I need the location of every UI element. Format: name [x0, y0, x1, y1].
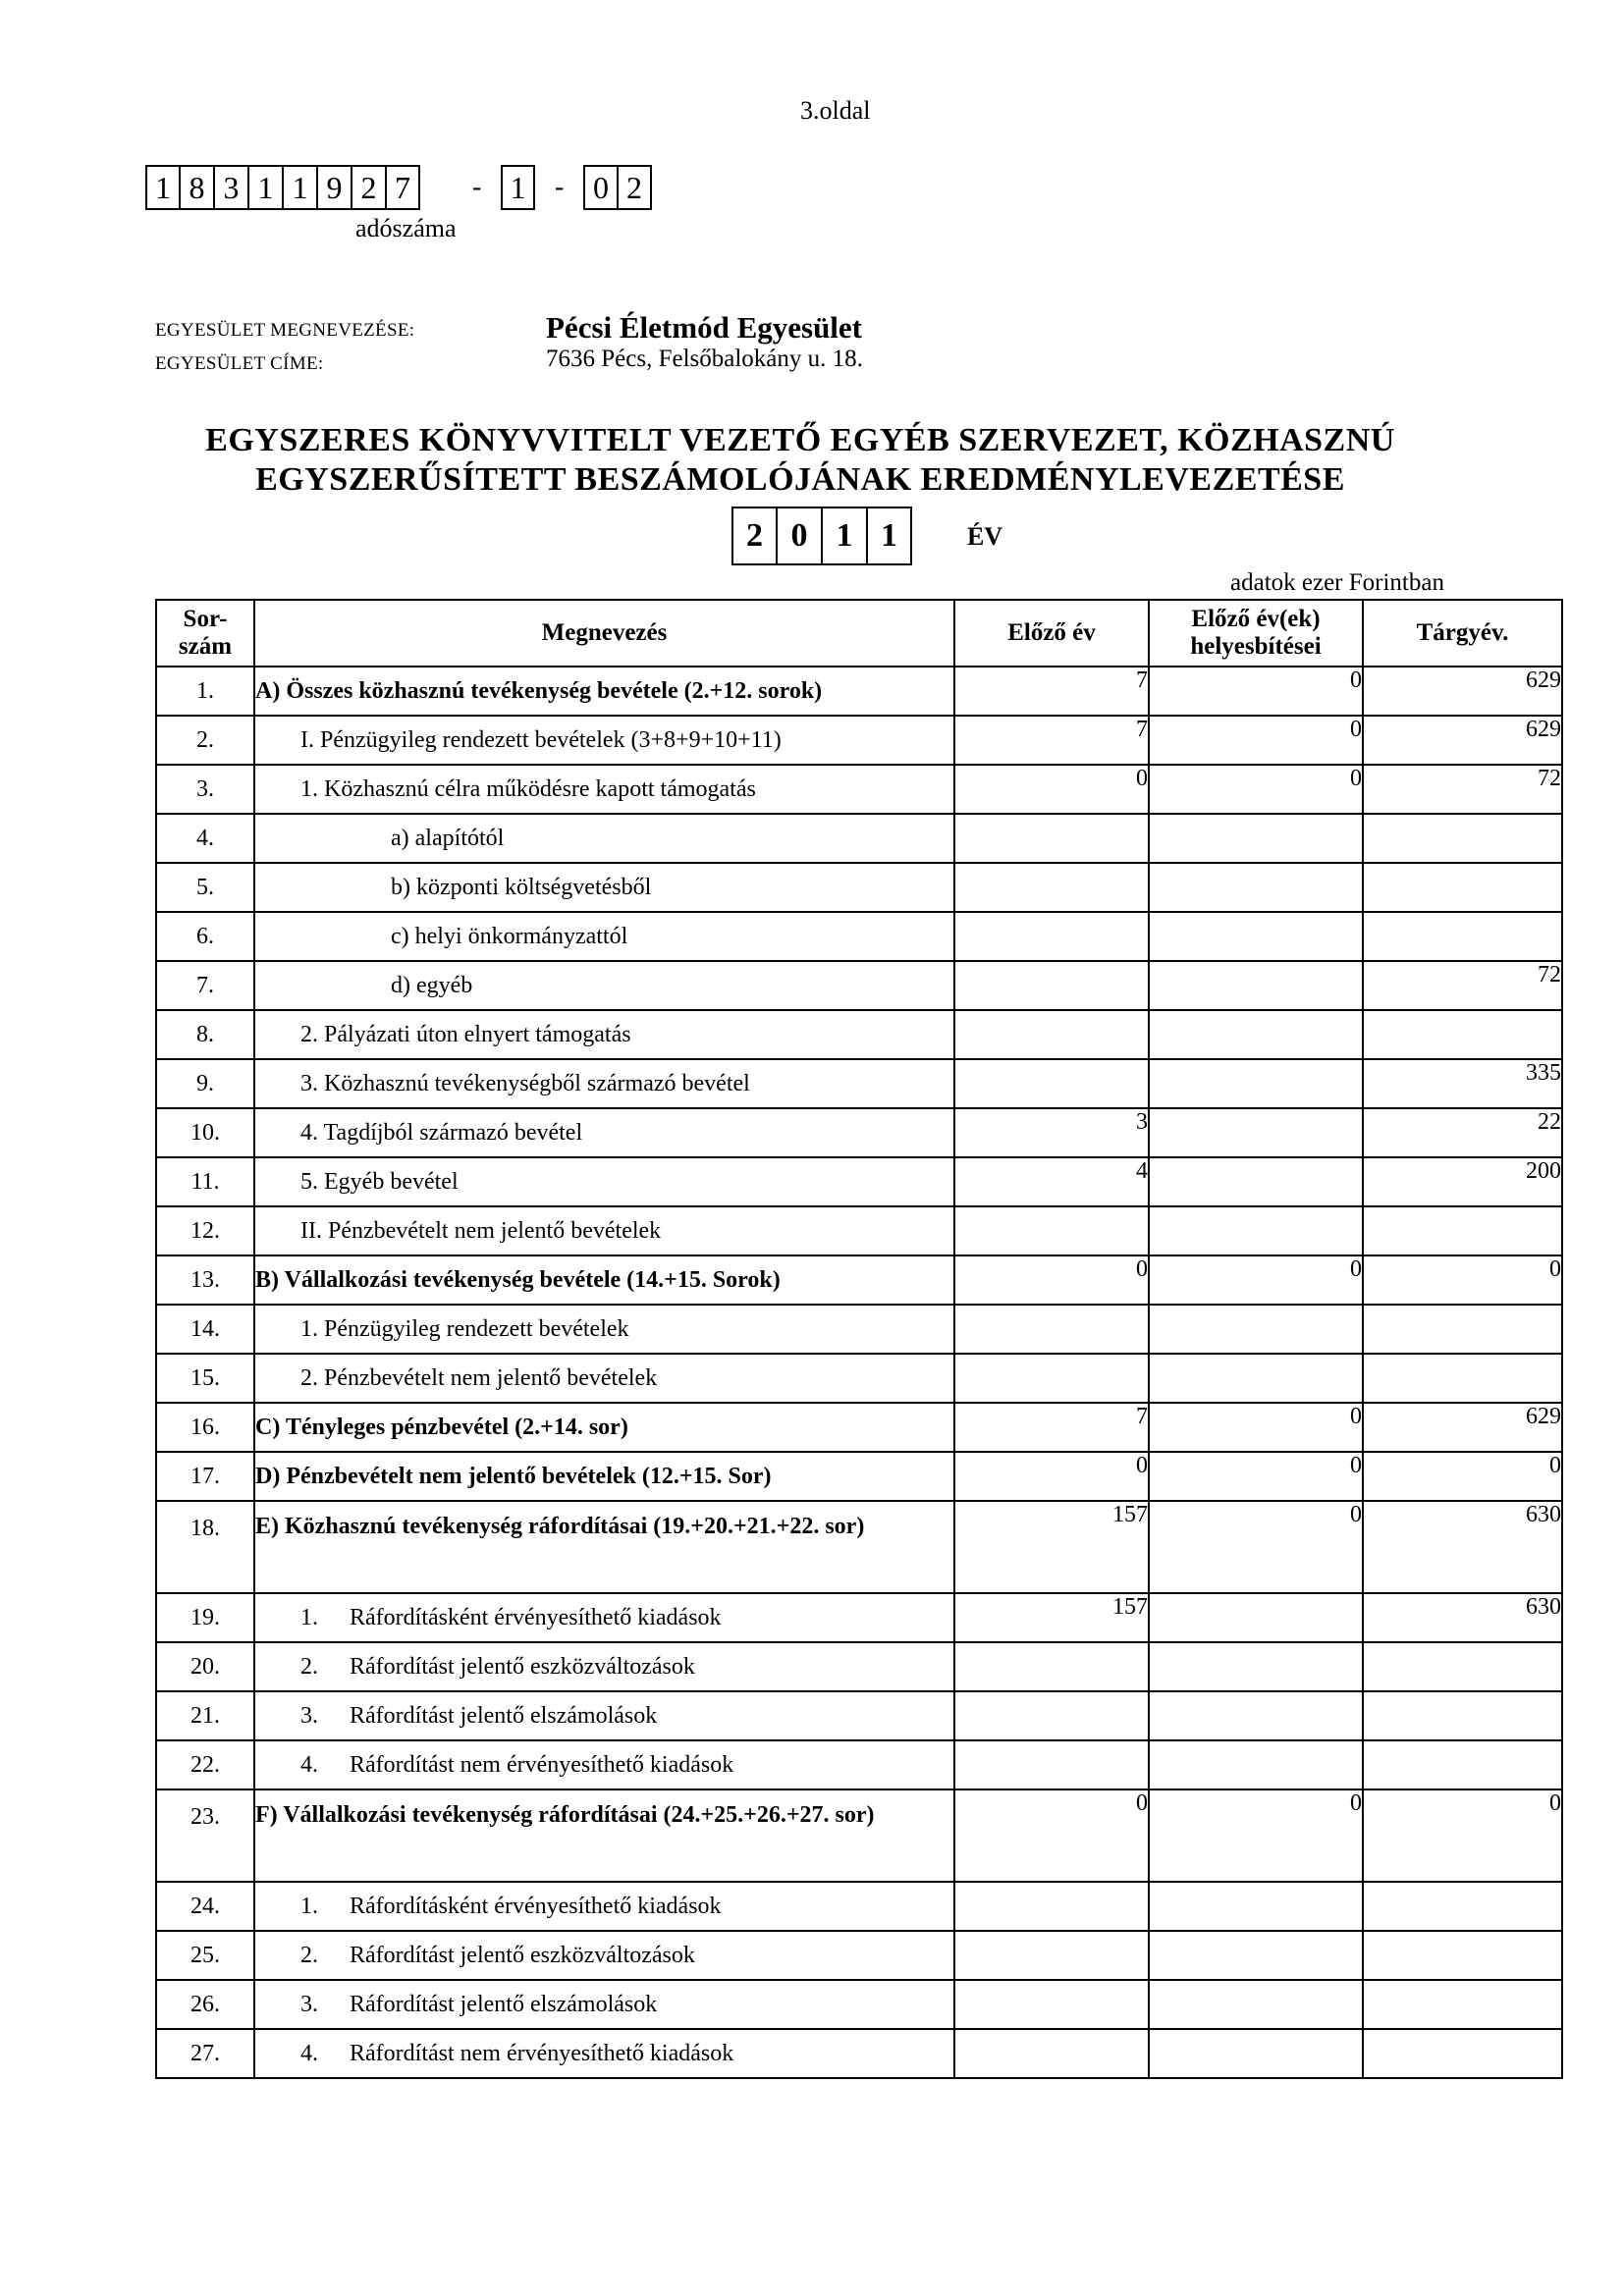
row-label-text: Ráfordítást jelentő eszközváltozások	[350, 1654, 695, 1680]
row-label-text: 1. Közhasznú célra működésre kapott támogatás	[300, 776, 756, 802]
row-item-number: 4.	[300, 1752, 318, 1778]
row-number: 24.	[156, 1882, 254, 1931]
row-item-number: 1.	[300, 1894, 318, 1919]
digit-box: 7	[386, 165, 420, 210]
table-row	[156, 814, 1562, 863]
row-label	[254, 1206, 954, 1255]
row-label-text: Ráfordítást jelentő elszámolások	[350, 1703, 658, 1729]
row-item-number: 2.	[300, 1943, 318, 1968]
row-number: 2.	[156, 716, 254, 765]
header-helyesbites	[1149, 600, 1363, 667]
header-helyesbites-line-1: Előző év(ek)	[1191, 606, 1321, 632]
correction-value	[1149, 1691, 1363, 1740]
row-label	[254, 1882, 954, 1931]
row-number: 5.	[156, 863, 254, 912]
table-row	[156, 1452, 1562, 1501]
row-label-text: 3. Közhasznú tevékenységből származó bevétel	[300, 1071, 750, 1096]
correction-value	[1149, 2029, 1363, 2078]
previous-year-value: 0	[954, 765, 1149, 814]
correction-value	[1149, 814, 1363, 863]
current-year-value: 629	[1363, 1403, 1562, 1452]
correction-value	[1149, 961, 1363, 1010]
tax-number-separator: -	[555, 172, 565, 202]
table-row	[156, 1206, 1562, 1255]
correction-value	[1149, 1931, 1363, 1980]
table-row	[156, 1931, 1562, 1980]
correction-value	[1149, 1980, 1363, 2029]
digit-box: 2	[731, 507, 777, 565]
correction-value	[1149, 1059, 1363, 1108]
current-year-value	[1363, 1740, 1562, 1789]
row-number: 15.	[156, 1354, 254, 1403]
digit-box: 1	[248, 165, 283, 210]
previous-year-value: 0	[954, 1255, 1149, 1305]
row-number: 11.	[156, 1157, 254, 1206]
row-label	[254, 1980, 954, 2029]
row-label	[254, 863, 954, 912]
row-label	[254, 1157, 954, 1206]
correction-value: 0	[1149, 1789, 1363, 1882]
correction-value: 0	[1149, 716, 1363, 765]
correction-value	[1149, 1740, 1363, 1789]
current-year-value	[1363, 1931, 1562, 1980]
row-number: 8.	[156, 1010, 254, 1059]
row-number: 25.	[156, 1931, 254, 1980]
digit-box: 1	[501, 165, 535, 210]
row-number: 16.	[156, 1403, 254, 1452]
table-row	[156, 912, 1562, 961]
row-label	[254, 1642, 954, 1691]
current-year-value	[1363, 1882, 1562, 1931]
row-label-text: 5. Egyéb bevétel	[300, 1169, 459, 1195]
income-statement-table	[155, 599, 1563, 2079]
current-year-value	[1363, 1010, 1562, 1059]
row-label-text: Ráfordítást nem érvényesíthető kiadások	[350, 1752, 734, 1778]
table-row	[156, 1059, 1562, 1108]
row-label	[254, 1059, 954, 1108]
unit-note: adatok ezer Forintban	[1230, 569, 1444, 596]
tax-number-group-3	[583, 165, 652, 212]
table-row	[156, 1501, 1562, 1593]
current-year-value: 72	[1363, 961, 1562, 1010]
current-year-value	[1363, 912, 1562, 961]
current-year-value: 335	[1363, 1059, 1562, 1108]
row-number: 21.	[156, 1691, 254, 1740]
digit-box: 1	[867, 507, 912, 565]
row-number: 4.	[156, 814, 254, 863]
header-megnevezes: Megnevezés	[254, 600, 954, 667]
previous-year-value	[954, 1882, 1149, 1931]
row-number: 27.	[156, 2029, 254, 2078]
row-label	[254, 1789, 954, 1882]
row-number: 3.	[156, 765, 254, 814]
header-sorszam	[156, 600, 254, 667]
table-row	[156, 1108, 1562, 1157]
row-number: 13.	[156, 1255, 254, 1305]
previous-year-value	[954, 863, 1149, 912]
row-number: 10.	[156, 1108, 254, 1157]
row-label	[254, 1931, 954, 1980]
table-header-row	[156, 600, 1562, 667]
table-row	[156, 1980, 1562, 2029]
previous-year-value: 157	[954, 1593, 1149, 1642]
row-number: 19.	[156, 1593, 254, 1642]
row-label-text: c) helyi önkormányzattól	[391, 924, 628, 949]
current-year-value	[1363, 1642, 1562, 1691]
row-item-number: 2.	[300, 1654, 318, 1680]
row-label-text: C) Tényleges pénzbevétel (2.+14. sor)	[255, 1415, 628, 1440]
row-label-text: a) alapítótól	[391, 826, 505, 851]
row-label-text: I. Pénzügyileg rendezett bevételek (3+8+9+10+11)	[300, 727, 782, 753]
table-row	[156, 1691, 1562, 1740]
table-row	[156, 961, 1562, 1010]
row-label-text: Ráfordításként érvényesíthető kiadások	[350, 1605, 722, 1630]
current-year-value: 0	[1363, 1452, 1562, 1501]
correction-value	[1149, 1642, 1363, 1691]
row-label-text: D) Pénzbevételt nem jelentő bevételek (12.+15. Sor)	[255, 1464, 772, 1489]
row-number: 6.	[156, 912, 254, 961]
digit-box: 1	[822, 507, 867, 565]
current-year-value	[1363, 814, 1562, 863]
table-row	[156, 765, 1562, 814]
row-label	[254, 1305, 954, 1354]
digit-box: 8	[180, 165, 214, 210]
row-number: 22.	[156, 1740, 254, 1789]
org-address: 7636 Pécs, Felsőbalokány u. 18.	[546, 346, 863, 372]
previous-year-value	[954, 961, 1149, 1010]
previous-year-value: 7	[954, 1403, 1149, 1452]
table-row	[156, 716, 1562, 765]
row-label	[254, 1740, 954, 1789]
row-label	[254, 1501, 954, 1593]
table-row	[156, 1642, 1562, 1691]
year-label: ÉV	[967, 522, 1003, 551]
row-label-text: E) Közhasznú tevékenység ráfordításai (19.+20.+21.+22. sor)	[255, 1514, 865, 1539]
previous-year-value	[954, 814, 1149, 863]
current-year-value	[1363, 1980, 1562, 2029]
row-number: 26.	[156, 1980, 254, 2029]
current-year-value: 629	[1363, 667, 1562, 716]
tax-number-group-1	[145, 165, 420, 212]
correction-value	[1149, 1354, 1363, 1403]
row-item-number: 3.	[300, 1992, 318, 2017]
previous-year-value: 0	[954, 1789, 1149, 1882]
correction-value	[1149, 1593, 1363, 1642]
row-label-text: 2. Pénzbevételt nem jelentő bevételek	[300, 1365, 658, 1391]
correction-value	[1149, 912, 1363, 961]
current-year-value	[1363, 1305, 1562, 1354]
previous-year-value: 7	[954, 667, 1149, 716]
row-label-text: 1. Pénzügyileg rendezett bevételek	[300, 1316, 629, 1342]
row-item-number: 1.	[300, 1605, 318, 1630]
header-sorszam-line-2: szám	[178, 633, 233, 660]
correction-value: 0	[1149, 1452, 1363, 1501]
report-title-line-1: EGYSZERES KÖNYVVITELT VEZETŐ EGYÉB SZERVEZET, KÖZHASZNÚ	[205, 422, 1395, 458]
row-label	[254, 1403, 954, 1452]
row-label-text: Ráfordítást nem érvényesíthető kiadások	[350, 2041, 734, 2066]
previous-year-value	[954, 1206, 1149, 1255]
previous-year-value	[954, 1931, 1149, 1980]
row-label-text: d) egyéb	[391, 973, 473, 998]
row-label-text: b) központi költségvetésből	[391, 875, 652, 900]
row-label-text: 4. Tagdíjból származó bevétel	[300, 1120, 583, 1146]
digit-box: 0	[583, 165, 618, 210]
digit-box: 2	[352, 165, 386, 210]
table-row	[156, 1789, 1562, 1882]
correction-value: 0	[1149, 1255, 1363, 1305]
digit-box: 9	[317, 165, 352, 210]
org-name: Pécsi Életmód Egyesület	[546, 310, 863, 345]
current-year-value	[1363, 2029, 1562, 2078]
previous-year-value: 3	[954, 1108, 1149, 1157]
table-row	[156, 1255, 1562, 1305]
row-label	[254, 1593, 954, 1642]
row-number: 9.	[156, 1059, 254, 1108]
previous-year-value	[954, 1642, 1149, 1691]
row-label	[254, 1108, 954, 1157]
previous-year-value	[954, 1980, 1149, 2029]
header-elozo-ev: Előző év	[954, 600, 1149, 667]
org-name-label: EGYESÜLET MEGNEVEZÉSE:	[155, 320, 415, 341]
row-number: 12.	[156, 1206, 254, 1255]
previous-year-value: 0	[954, 1452, 1149, 1501]
row-label-text: II. Pénzbevételt nem jelentő bevételek	[300, 1218, 662, 1244]
row-label-text: Ráfordítást jelentő eszközváltozások	[350, 1943, 695, 1968]
previous-year-value	[954, 1691, 1149, 1740]
row-label-text: Ráfordítást jelentő elszámolások	[350, 1992, 658, 2017]
table-row	[156, 1403, 1562, 1452]
current-year-value: 200	[1363, 1157, 1562, 1206]
current-year-value: 630	[1363, 1593, 1562, 1642]
tax-number-group-2	[501, 165, 535, 212]
row-label	[254, 1010, 954, 1059]
table-row	[156, 1354, 1562, 1403]
header-helyesbites-line-2: helyesbítései	[1190, 633, 1322, 660]
current-year-value	[1363, 863, 1562, 912]
correction-value	[1149, 1010, 1363, 1059]
org-address-label: EGYESÜLET CÍME:	[155, 353, 324, 374]
digit-box: 0	[777, 507, 822, 565]
row-label	[254, 1691, 954, 1740]
row-label-text: Ráfordításként érvényesíthető kiadások	[350, 1894, 722, 1919]
table-body	[156, 667, 1562, 2078]
previous-year-value	[954, 1305, 1149, 1354]
current-year-value	[1363, 1354, 1562, 1403]
row-label-text: A) Összes közhasznú tevékenység bevétele (2.+12. sorok)	[255, 678, 823, 704]
row-number: 17.	[156, 1452, 254, 1501]
table-row	[156, 667, 1562, 716]
row-label	[254, 667, 954, 716]
correction-value	[1149, 1305, 1363, 1354]
row-label	[254, 1354, 954, 1403]
current-year-value: 22	[1363, 1108, 1562, 1157]
row-item-number: 3.	[300, 1703, 318, 1729]
correction-value: 0	[1149, 667, 1363, 716]
digit-box: 2	[618, 165, 652, 210]
row-label	[254, 961, 954, 1010]
correction-value	[1149, 863, 1363, 912]
digit-box: 1	[283, 165, 317, 210]
row-number: 18.	[156, 1501, 254, 1593]
current-year-value: 629	[1363, 716, 1562, 765]
report-title-line-2: EGYSZERŰSÍTETT BESZÁMOLÓJÁNAK EREDMÉNYLEVEZETÉSE	[255, 461, 1345, 498]
header-sorszam-line-1: Sor-	[183, 606, 228, 632]
row-label	[254, 716, 954, 765]
correction-value: 0	[1149, 765, 1363, 814]
row-label-text: F) Vállalkozási tevékenység ráfordításai (24.+25.+26.+27. sor)	[255, 1802, 875, 1828]
tax-number-separator: -	[472, 172, 482, 202]
previous-year-value	[954, 1010, 1149, 1059]
previous-year-value: 157	[954, 1501, 1149, 1593]
year-box	[731, 507, 912, 565]
correction-value	[1149, 1108, 1363, 1157]
row-label	[254, 912, 954, 961]
correction-value: 0	[1149, 1403, 1363, 1452]
row-label	[254, 1452, 954, 1501]
current-year-value: 630	[1363, 1501, 1562, 1593]
previous-year-value: 4	[954, 1157, 1149, 1206]
previous-year-value	[954, 1740, 1149, 1789]
correction-value: 0	[1149, 1501, 1363, 1593]
row-label-text: B) Vállalkozási tevékenység bevétele (14.+15. Sorok)	[255, 1267, 781, 1293]
previous-year-value	[954, 2029, 1149, 2078]
row-label	[254, 2029, 954, 2078]
row-label	[254, 1255, 954, 1305]
row-number: 7.	[156, 961, 254, 1010]
current-year-value: 0	[1363, 1789, 1562, 1882]
row-label	[254, 814, 954, 863]
digit-box: 1	[145, 165, 180, 210]
table-row	[156, 1305, 1562, 1354]
current-year-value	[1363, 1206, 1562, 1255]
table-row	[156, 863, 1562, 912]
correction-value	[1149, 1206, 1363, 1255]
previous-year-value	[954, 1354, 1149, 1403]
correction-value	[1149, 1157, 1363, 1206]
tax-number-label: adószáma	[355, 214, 457, 242]
row-number: 1.	[156, 667, 254, 716]
previous-year-value	[954, 912, 1149, 961]
table-row	[156, 1740, 1562, 1789]
current-year-value: 72	[1363, 765, 1562, 814]
table-row	[156, 2029, 1562, 2078]
digit-box: 3	[214, 165, 248, 210]
table-row	[156, 1882, 1562, 1931]
previous-year-value	[954, 1059, 1149, 1108]
previous-year-value: 7	[954, 716, 1149, 765]
row-label	[254, 765, 954, 814]
table-row	[156, 1593, 1562, 1642]
row-number: 23.	[156, 1789, 254, 1882]
current-year-value	[1363, 1691, 1562, 1740]
current-year-value: 0	[1363, 1255, 1562, 1305]
row-label-text: 2. Pályázati úton elnyert támogatás	[300, 1022, 631, 1047]
correction-value	[1149, 1882, 1363, 1931]
header-targyev: Tárgyév.	[1363, 600, 1562, 667]
row-number: 20.	[156, 1642, 254, 1691]
page-number: 3.oldal	[800, 96, 871, 125]
table-row	[156, 1157, 1562, 1206]
row-number: 14.	[156, 1305, 254, 1354]
row-item-number: 4.	[300, 2041, 318, 2066]
table-row	[156, 1010, 1562, 1059]
